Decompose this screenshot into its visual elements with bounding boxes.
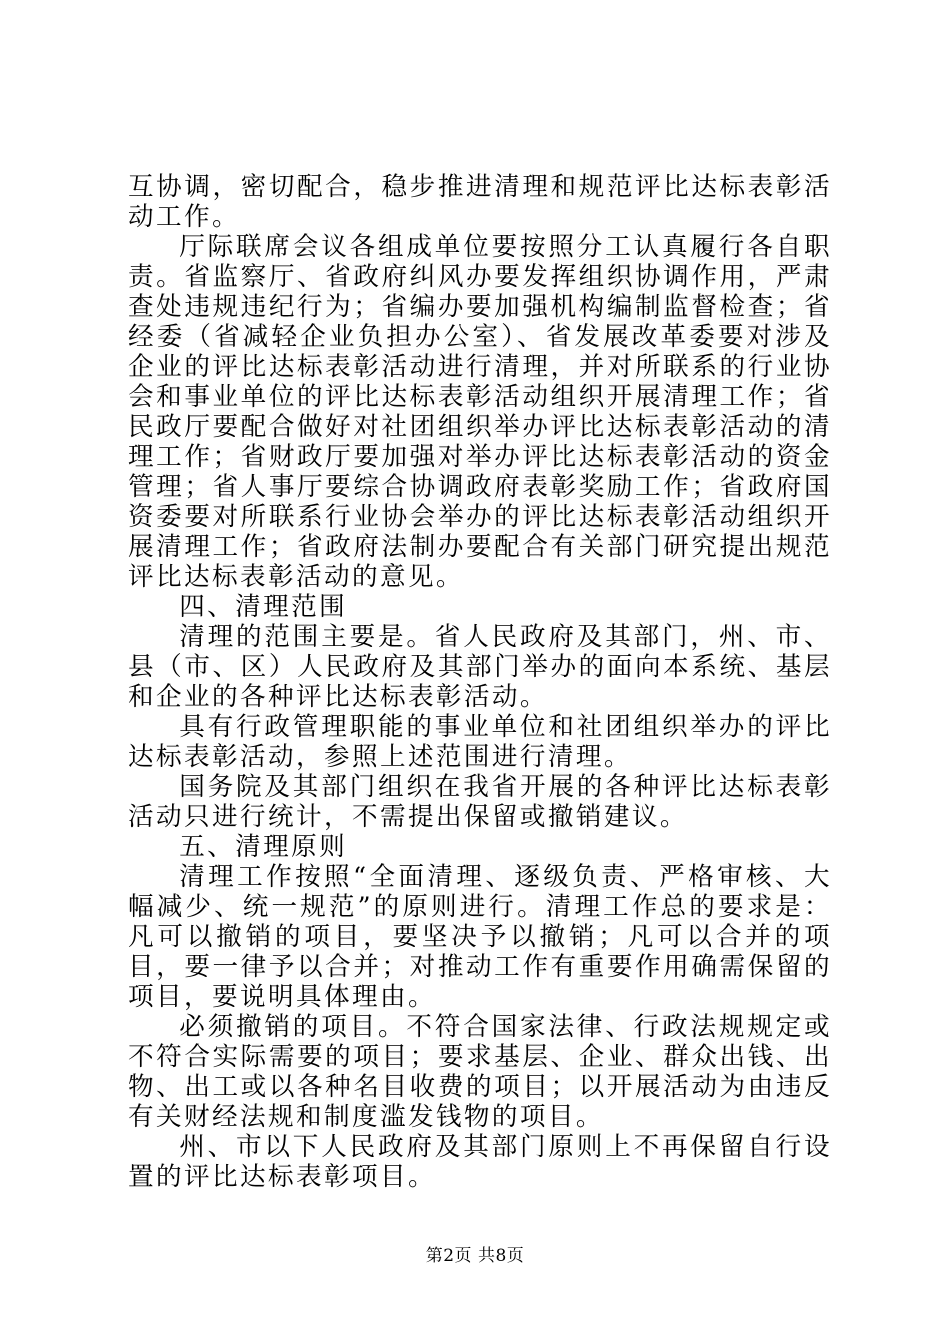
page-number-footer: 第2页 共8页 <box>425 1246 525 1266</box>
paragraph-1: 互协调，密切配合，稳步推进清理和规范评比达标表彰活动工作。 <box>128 172 832 232</box>
document-body <box>128 172 832 1192</box>
paragraph-5: 国务院及其部门组织在我省开展的各种评比达标表彰活动只进行统计，不需提出保留或撤销建议。 <box>128 772 832 832</box>
section-heading-4: 四、清理范围 <box>179 592 348 622</box>
paragraph-4: 具有行政管理职能的事业单位和社团组织举办的评比达标表彰活动，参照上述范围进行清理。 <box>128 712 832 772</box>
section-heading-5: 五、清理原则 <box>179 832 348 862</box>
paragraph-2: 厅际联席会议各组成单位要按照分工认真履行各自职责。省监察厅、省政府纠风办要发挥组织协调作用，严肃查处违规违纪行为；省编办要加强机构编制监督检查；省经委（省减轻企业负担办公室）、省发展改革委要对涉及企业的评比达标表彰活动进行清理，并对所联系的行业协会和事业单位的评比达标表彰活动组织开展清理工作；省民政厅要配合做好对社团组织举办评比达标表彰活动的清理工作；省财政厅要加强对举办评比达标表彰活动的资金管理；省人事厅要综合协调政府表彰奖励工作；省政府国资委要对所联系行业协会举办的评比达标表彰活动组织开展清理工作；省政府法制办要配合有关部门研究提出规范评比达标表彰活动的意见。 <box>128 232 832 592</box>
paragraph-3: 清理的范围主要是。省人民政府及其部门，州、市、县（市、区）人民政府及其部门举办的面向本系统、基层和企业的各种评比达标表彰活动。 <box>128 622 832 712</box>
paragraph-6: 清理工作按照“全面清理、逐级负责、严格审核、大幅减少、统一规范”的原则进行。清理工作总的要求是：凡可以撤销的项目，要坚决予以撤销；凡可以合并的项目，要一律予以合并；对推动工作有重要作用确需保留的项目，要说明具体理由。 <box>128 862 832 1012</box>
paragraph-8: 州、市以下人民政府及其部门原则上不再保留自行设置的评比达标表彰项目。 <box>128 1132 832 1192</box>
paragraph-7: 必须撤销的项目。不符合国家法律、行政法规规定或不符合实际需要的项目；要求基层、企业、群众出钱、出物、出工或以各种名目收费的项目；以开展活动为由违反有关财经法规和制度滥发钱物的项目。 <box>128 1012 832 1132</box>
